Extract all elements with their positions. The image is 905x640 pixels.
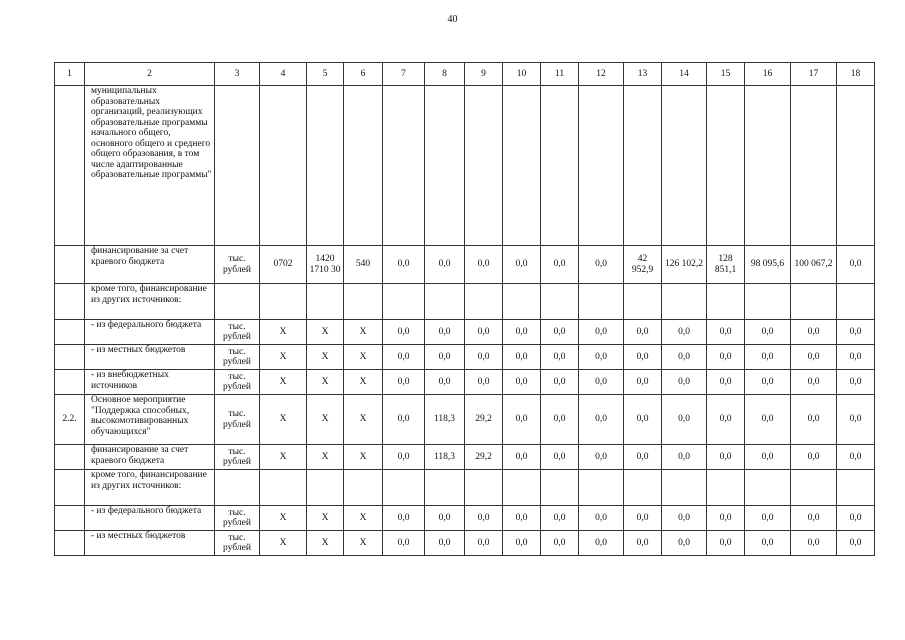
cell-vals.4: 0,0 xyxy=(541,246,579,284)
cell-c2: - из федерального бюджета xyxy=(85,320,215,345)
cell-empty xyxy=(541,470,579,506)
column-header-2: 2 xyxy=(85,63,215,86)
cell-c6: 540 xyxy=(344,246,383,284)
budget-table xyxy=(54,62,875,556)
table-row xyxy=(55,395,875,445)
column-header-5: 5 xyxy=(307,63,344,86)
table-row xyxy=(55,345,875,370)
cell-c1: 2.2. xyxy=(55,395,85,445)
cell-c1 xyxy=(55,370,85,395)
cell-vals.10: 100 067,2 xyxy=(791,246,837,284)
cell-vals.3: 0,0 xyxy=(503,320,541,345)
cell-vals.7: 0,0 xyxy=(662,445,707,470)
cell-vals.5: 0,0 xyxy=(579,370,624,395)
column-header-14: 14 xyxy=(662,63,707,86)
column-header-11: 11 xyxy=(541,63,579,86)
cell-vals.2: 0,0 xyxy=(465,345,503,370)
column-header-9: 9 xyxy=(465,63,503,86)
cell-c3: тыс. рублей xyxy=(215,246,260,284)
cell-empty xyxy=(745,86,791,246)
cell-empty xyxy=(465,86,503,246)
table-row xyxy=(55,370,875,395)
cell-vals.8: 0,0 xyxy=(707,395,745,445)
cell-vals.0: 0,0 xyxy=(383,246,425,284)
cell-c3: тыс. рублей xyxy=(215,395,260,445)
column-header-17: 17 xyxy=(791,63,837,86)
cell-empty xyxy=(791,284,837,320)
cell-vals.3: 0,0 xyxy=(503,370,541,395)
cell-empty xyxy=(307,284,344,320)
cell-vals.5: 0,0 xyxy=(579,345,624,370)
cell-c6: Х xyxy=(344,345,383,370)
cell-vals.10: 0,0 xyxy=(791,445,837,470)
cell-vals.2: 0,0 xyxy=(465,246,503,284)
cell-empty xyxy=(837,86,875,246)
cell-vals.10: 0,0 xyxy=(791,345,837,370)
cell-vals.0: 0,0 xyxy=(383,531,425,556)
cell-vals.1: 0,0 xyxy=(425,506,465,531)
cell-vals.11: 0,0 xyxy=(837,506,875,531)
cell-vals.10: 0,0 xyxy=(791,320,837,345)
cell-empty xyxy=(260,86,307,246)
cell-c4: Х xyxy=(260,531,307,556)
cell-vals.3: 0,0 xyxy=(503,506,541,531)
cell-empty xyxy=(662,470,707,506)
cell-empty xyxy=(344,86,383,246)
cell-vals.2: 0,0 xyxy=(465,320,503,345)
cell-empty xyxy=(745,470,791,506)
cell-c3: тыс. рублей xyxy=(215,445,260,470)
cell-empty xyxy=(425,86,465,246)
cell-vals.0: 0,0 xyxy=(383,506,425,531)
cell-c4: Х xyxy=(260,320,307,345)
cell-empty xyxy=(503,86,541,246)
cell-c2: кроме того, финансирование из других источников: xyxy=(85,284,215,320)
cell-empty xyxy=(465,470,503,506)
cell-empty xyxy=(503,284,541,320)
cell-empty xyxy=(215,284,260,320)
cell-c3: тыс. рублей xyxy=(215,370,260,395)
cell-vals.9: 0,0 xyxy=(745,445,791,470)
cell-vals.9: 0,0 xyxy=(745,506,791,531)
cell-vals.9: 0,0 xyxy=(745,531,791,556)
cell-empty xyxy=(215,470,260,506)
cell-empty xyxy=(624,86,662,246)
cell-empty xyxy=(465,284,503,320)
cell-vals.3: 0,0 xyxy=(503,246,541,284)
cell-empty xyxy=(662,86,707,246)
cell-vals.11: 0,0 xyxy=(837,320,875,345)
cell-c5: Х xyxy=(307,506,344,531)
cell-vals.0: 0,0 xyxy=(383,395,425,445)
column-header-13: 13 xyxy=(624,63,662,86)
cell-empty xyxy=(791,470,837,506)
cell-empty xyxy=(579,284,624,320)
cell-c2: кроме того, финансирование из других источников: xyxy=(85,470,215,506)
cell-c1 xyxy=(55,506,85,531)
cell-vals.0: 0,0 xyxy=(383,345,425,370)
cell-vals.7: 0,0 xyxy=(662,370,707,395)
cell-vals.7: 126 102,2 xyxy=(662,246,707,284)
cell-c2: Основное мероприятие "Поддержка способных, высокомотивированных обучающихся" xyxy=(85,395,215,445)
cell-vals.10: 0,0 xyxy=(791,506,837,531)
cell-vals.4: 0,0 xyxy=(541,506,579,531)
cell-empty xyxy=(425,284,465,320)
cell-vals.0: 0,0 xyxy=(383,445,425,470)
cell-empty xyxy=(383,86,425,246)
cell-c3: тыс. рублей xyxy=(215,345,260,370)
column-header-12: 12 xyxy=(579,63,624,86)
cell-vals.4: 0,0 xyxy=(541,370,579,395)
cell-vals.5: 0,0 xyxy=(579,320,624,345)
cell-empty xyxy=(425,470,465,506)
cell-vals.1: 0,0 xyxy=(425,370,465,395)
cell-empty xyxy=(837,470,875,506)
cell-vals.7: 0,0 xyxy=(662,506,707,531)
cell-vals.6: 42 952,9 xyxy=(624,246,662,284)
table-row xyxy=(55,246,875,284)
cell-vals.2: 29,2 xyxy=(465,445,503,470)
cell-c4: Х xyxy=(260,445,307,470)
cell-vals.11: 0,0 xyxy=(837,445,875,470)
cell-c1 xyxy=(55,86,85,246)
cell-c4: Х xyxy=(260,370,307,395)
cell-empty xyxy=(383,284,425,320)
cell-empty xyxy=(260,284,307,320)
cell-empty xyxy=(307,470,344,506)
cell-c6: Х xyxy=(344,370,383,395)
cell-empty xyxy=(662,284,707,320)
table-row xyxy=(55,445,875,470)
cell-c1 xyxy=(55,345,85,370)
cell-vals.3: 0,0 xyxy=(503,531,541,556)
cell-vals.8: 0,0 xyxy=(707,345,745,370)
cell-vals.8: 0,0 xyxy=(707,445,745,470)
cell-vals.1: 118,3 xyxy=(425,395,465,445)
column-header-15: 15 xyxy=(707,63,745,86)
cell-vals.6: 0,0 xyxy=(624,395,662,445)
cell-empty xyxy=(344,470,383,506)
cell-c5: Х xyxy=(307,395,344,445)
table-row xyxy=(55,506,875,531)
cell-vals.2: 0,0 xyxy=(465,531,503,556)
cell-vals.10: 0,0 xyxy=(791,370,837,395)
cell-vals.8: 0,0 xyxy=(707,506,745,531)
cell-vals.4: 0,0 xyxy=(541,345,579,370)
cell-empty xyxy=(579,470,624,506)
cell-vals.9: 0,0 xyxy=(745,320,791,345)
cell-empty xyxy=(215,86,260,246)
cell-empty xyxy=(707,470,745,506)
cell-c3: тыс. рублей xyxy=(215,506,260,531)
cell-c2: - из федерального бюджета xyxy=(85,506,215,531)
cell-c1 xyxy=(55,320,85,345)
cell-empty xyxy=(624,470,662,506)
cell-vals.8: 0,0 xyxy=(707,320,745,345)
cell-vals.11: 0,0 xyxy=(837,345,875,370)
cell-vals.8: 128 851,1 xyxy=(707,246,745,284)
table-row xyxy=(55,284,875,320)
cell-vals.2: 0,0 xyxy=(465,370,503,395)
cell-c5: Х xyxy=(307,345,344,370)
cell-empty xyxy=(503,470,541,506)
cell-empty xyxy=(791,86,837,246)
cell-vals.8: 0,0 xyxy=(707,370,745,395)
cell-c1 xyxy=(55,531,85,556)
cell-empty xyxy=(260,470,307,506)
cell-vals.1: 0,0 xyxy=(425,531,465,556)
cell-c6: Х xyxy=(344,506,383,531)
cell-vals.7: 0,0 xyxy=(662,320,707,345)
column-header-8: 8 xyxy=(425,63,465,86)
cell-vals.3: 0,0 xyxy=(503,345,541,370)
cell-vals.1: 0,0 xyxy=(425,320,465,345)
cell-c6: Х xyxy=(344,445,383,470)
cell-vals.3: 0,0 xyxy=(503,445,541,470)
column-header-18: 18 xyxy=(837,63,875,86)
column-header-7: 7 xyxy=(383,63,425,86)
cell-c2: финансирование за счет краевого бюджета xyxy=(85,445,215,470)
cell-empty xyxy=(745,284,791,320)
table-row xyxy=(55,320,875,345)
cell-c5: Х xyxy=(307,531,344,556)
cell-vals.9: 0,0 xyxy=(745,370,791,395)
cell-c2: - из внебюджетных источников xyxy=(85,370,215,395)
cell-vals.6: 0,0 xyxy=(624,506,662,531)
cell-vals.0: 0,0 xyxy=(383,320,425,345)
cell-vals.5: 0,0 xyxy=(579,395,624,445)
page-number: 40 xyxy=(447,14,458,25)
cell-vals.8: 0,0 xyxy=(707,531,745,556)
cell-vals.11: 0,0 xyxy=(837,246,875,284)
cell-c1 xyxy=(55,284,85,320)
table-row xyxy=(55,86,875,246)
cell-c6: Х xyxy=(344,395,383,445)
cell-vals.9: 0,0 xyxy=(745,395,791,445)
cell-empty xyxy=(307,86,344,246)
cell-empty xyxy=(541,86,579,246)
cell-c2: - из местных бюджетов xyxy=(85,345,215,370)
cell-vals.5: 0,0 xyxy=(579,531,624,556)
cell-vals.6: 0,0 xyxy=(624,345,662,370)
cell-c6: Х xyxy=(344,320,383,345)
cell-vals.2: 0,0 xyxy=(465,506,503,531)
table-row xyxy=(55,531,875,556)
cell-vals.7: 0,0 xyxy=(662,531,707,556)
cell-c5: 1420 1710 30 xyxy=(307,246,344,284)
cell-vals.9: 0,0 xyxy=(745,345,791,370)
cell-vals.10: 0,0 xyxy=(791,395,837,445)
cell-vals.5: 0,0 xyxy=(579,246,624,284)
cell-vals.4: 0,0 xyxy=(541,445,579,470)
cell-empty xyxy=(707,86,745,246)
cell-c2: муниципальных образовательных организаций, реализующих образовательные программы начального общего, основного общего и среднего общего образования, в том числе адаптированные образовательные программы" xyxy=(85,86,215,246)
cell-c5: Х xyxy=(307,445,344,470)
cell-c5: Х xyxy=(307,320,344,345)
column-header-4: 4 xyxy=(260,63,307,86)
cell-c4: 0702 xyxy=(260,246,307,284)
cell-empty xyxy=(383,470,425,506)
cell-c6: Х xyxy=(344,531,383,556)
cell-vals.4: 0,0 xyxy=(541,395,579,445)
table-body xyxy=(55,63,875,556)
cell-empty xyxy=(344,284,383,320)
cell-vals.7: 0,0 xyxy=(662,395,707,445)
column-header-6: 6 xyxy=(344,63,383,86)
cell-vals.9: 98 095,6 xyxy=(745,246,791,284)
cell-vals.6: 0,0 xyxy=(624,320,662,345)
cell-vals.4: 0,0 xyxy=(541,531,579,556)
cell-vals.11: 0,0 xyxy=(837,395,875,445)
cell-empty xyxy=(837,284,875,320)
cell-c4: Х xyxy=(260,395,307,445)
cell-c1 xyxy=(55,470,85,506)
cell-empty xyxy=(579,86,624,246)
cell-vals.6: 0,0 xyxy=(624,531,662,556)
cell-empty xyxy=(541,284,579,320)
cell-vals.5: 0,0 xyxy=(579,445,624,470)
cell-vals.2: 29,2 xyxy=(465,395,503,445)
cell-vals.1: 0,0 xyxy=(425,246,465,284)
cell-vals.6: 0,0 xyxy=(624,370,662,395)
cell-vals.1: 0,0 xyxy=(425,345,465,370)
column-header-3: 3 xyxy=(215,63,260,86)
cell-vals.5: 0,0 xyxy=(579,506,624,531)
cell-vals.11: 0,0 xyxy=(837,370,875,395)
cell-vals.1: 118,3 xyxy=(425,445,465,470)
cell-empty xyxy=(707,284,745,320)
cell-vals.11: 0,0 xyxy=(837,531,875,556)
cell-c3: тыс. рублей xyxy=(215,320,260,345)
header-row xyxy=(55,63,875,86)
cell-vals.3: 0,0 xyxy=(503,395,541,445)
column-header-10: 10 xyxy=(503,63,541,86)
cell-vals.7: 0,0 xyxy=(662,345,707,370)
cell-c4: Х xyxy=(260,506,307,531)
cell-c5: Х xyxy=(307,370,344,395)
cell-vals.4: 0,0 xyxy=(541,320,579,345)
cell-vals.0: 0,0 xyxy=(383,370,425,395)
cell-c1 xyxy=(55,246,85,284)
cell-c2: финансирование за счет краевого бюджета xyxy=(85,246,215,284)
cell-vals.10: 0,0 xyxy=(791,531,837,556)
cell-vals.6: 0,0 xyxy=(624,445,662,470)
cell-c4: Х xyxy=(260,345,307,370)
cell-c1 xyxy=(55,445,85,470)
cell-c3: тыс. рублей xyxy=(215,531,260,556)
table-row xyxy=(55,470,875,506)
column-header-1: 1 xyxy=(55,63,85,86)
column-header-16: 16 xyxy=(745,63,791,86)
cell-c2: - из местных бюджетов xyxy=(85,531,215,556)
cell-empty xyxy=(624,284,662,320)
